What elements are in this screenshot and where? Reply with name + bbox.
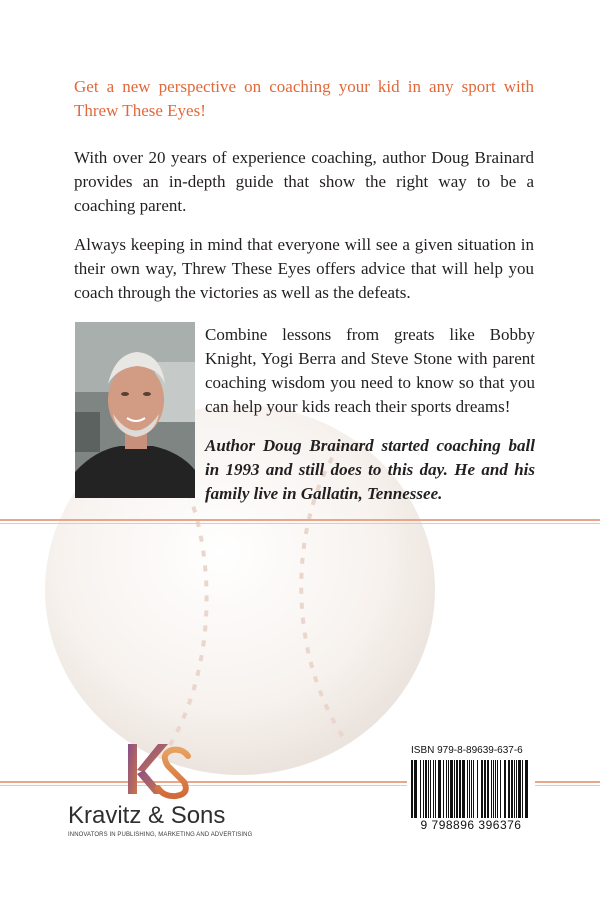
barcode-bar (477, 760, 478, 818)
divider-stripe-thin (0, 523, 600, 524)
barcode-bar (456, 760, 458, 818)
advice-paragraph: Always keeping in mind that everyone will see a given situation in their own way, Threw These Eyes offers advice that will help you coach through the victories as well as the defeats. (74, 235, 534, 302)
lessons-paragraph: Combine lessons from greats like Bobby Knight, Yogi Berra and Steve Stone with parent coaching wisdom you need to know so that you can help your kids reach their sports dreams! (205, 325, 535, 416)
barcode-bar (495, 760, 496, 818)
barcode-bar (516, 760, 517, 818)
barcode-bar (433, 760, 434, 818)
barcode-bar (500, 760, 501, 818)
publisher-name: Kravitz & Sons (68, 802, 226, 829)
barcode-bar (511, 760, 513, 818)
barcode-bar (423, 760, 424, 818)
ks-monogram-icon (124, 740, 194, 802)
barcode-bar (518, 760, 521, 818)
barcode-bar (522, 760, 523, 818)
intro-paragraph: With over 20 years of experience coaching, author Doug Brainard provides an in-depth guide that show the right way to be a coaching parent. (74, 148, 534, 215)
barcode-bar (508, 760, 510, 818)
barcode-bar (435, 760, 436, 818)
barcode-bar (430, 760, 431, 818)
barcode-bar (487, 760, 489, 818)
isbn-label: ISBN 979-8-89639-637-6 (411, 745, 523, 756)
headline: Get a new perspective on coaching your kid in any sport with Threw These Eyes! (74, 77, 534, 120)
barcode-bar (467, 760, 468, 818)
barcode-bar (443, 760, 444, 818)
author-bio: Author Doug Brainard started coaching ball in 1993 and still does to this day. He and his family live in Gallatin, Tennessee. (205, 436, 535, 503)
barcode-bars-icon (409, 760, 533, 818)
publisher-tagline: INNOVATORS IN PUBLISHING, MARKETING AND ADVERTISING (68, 832, 253, 838)
barcode-number: 9 798896 396376 (420, 818, 522, 832)
barcode-bar (411, 760, 413, 818)
barcode-bar (420, 760, 421, 818)
barcode-bar (497, 760, 498, 818)
barcode-bar (454, 760, 455, 818)
barcode-bar (473, 760, 474, 818)
barcode-bar (448, 760, 449, 818)
barcode-bar (428, 760, 429, 818)
barcode-bar (425, 760, 427, 818)
isbn-barcode (407, 740, 535, 832)
barcode-bar (493, 760, 494, 818)
barcode-bar (469, 760, 470, 818)
barcode-bar (446, 760, 447, 818)
barcode-bar (438, 760, 441, 818)
barcode-bar (481, 760, 483, 818)
publisher-logo (68, 740, 268, 840)
barcode-bar (414, 760, 417, 818)
barcode-bar (514, 760, 515, 818)
barcode-bar (462, 760, 465, 818)
barcode-bar (491, 760, 492, 818)
barcode-bar (459, 760, 461, 818)
barcode-bar (450, 760, 453, 818)
barcode-bar (471, 760, 472, 818)
barcode-bar (525, 760, 528, 818)
barcode-bar (484, 760, 486, 818)
author-photo (75, 322, 195, 498)
barcode-bar (504, 760, 506, 818)
divider-stripe (0, 519, 600, 521)
